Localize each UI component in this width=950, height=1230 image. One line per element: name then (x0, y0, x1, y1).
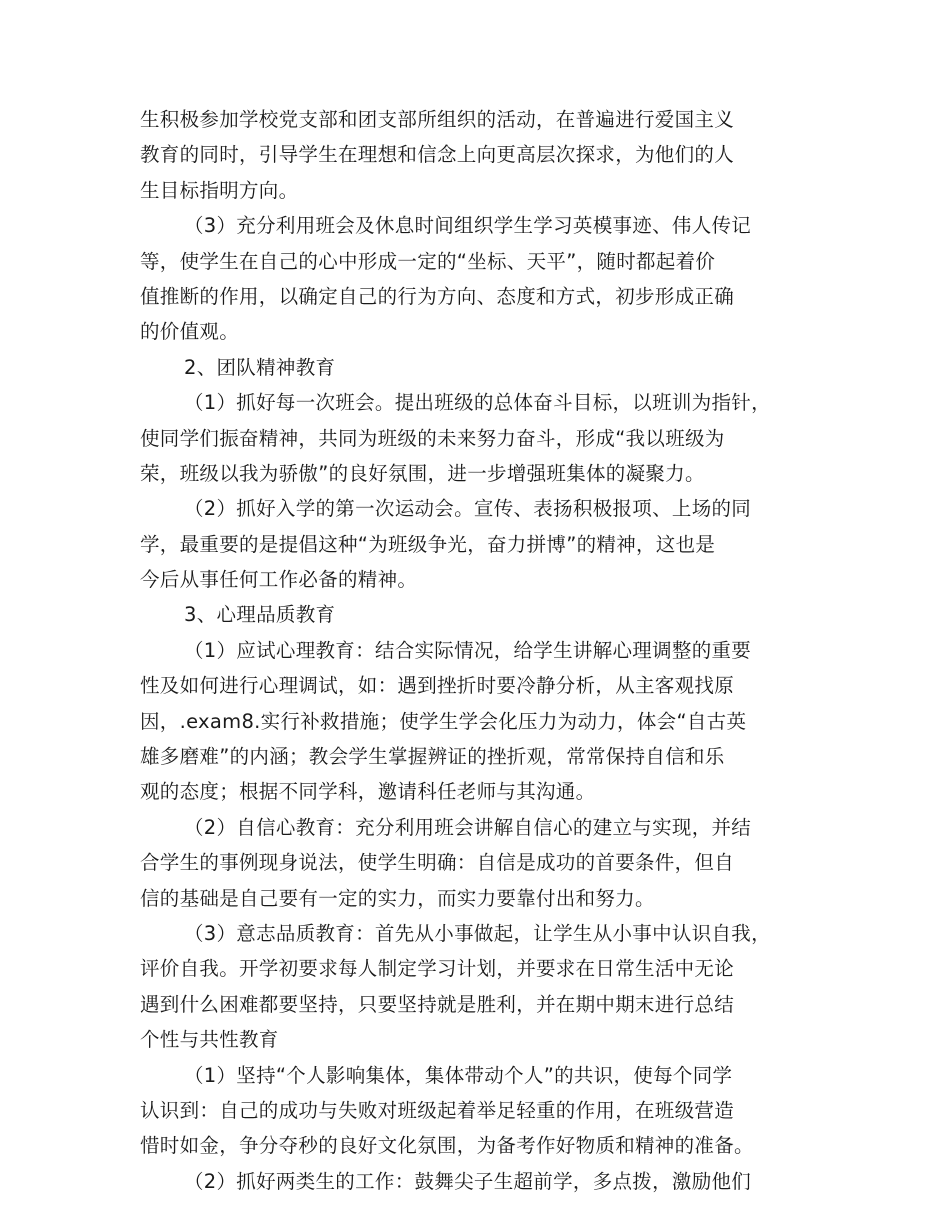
text-line: 遇到什么困难都要坚持，只要坚持就是胜利，并在期中期末进行总结 (140, 992, 735, 1016)
text-line: 荣，班级以我为骄傲”的良好氛围，进一步增强班集体的凝聚力。 (140, 461, 705, 485)
paragraph-start: （2）抓好入学的第一次运动会。宣传、表扬积极报项、上场的同 (184, 497, 752, 521)
text-line: 雄多磨难”的内涵；教会学生掌握辨证的挫折观，常常保持自信和乐 (140, 745, 725, 769)
text-line: 值推断的作用，以确定自己的行为方向、态度和方式，初步形成正确 (140, 284, 735, 308)
paragraph-start: （2）自信心教育：充分利用班会讲解自信心的建立与实现，并结 (184, 815, 752, 839)
document-body (140, 102, 830, 1199)
section-heading: 3、心理品质教育 (184, 603, 336, 627)
text-line: 因，.exam8.实行补救措施；使学生学会化压力为动力，体会“自古英 (140, 709, 747, 733)
text-line: 生目标指明方向。 (140, 178, 299, 202)
paragraph-start: （3）意志品质教育：首先从小事做起，让学生从小事中认识自我， (184, 921, 771, 945)
paragraph-start: （1）抓好每一次班会。提出班级的总体奋斗目标，以班训为指针， (184, 391, 771, 415)
text-line: 观的态度；根据不同学科，邀请科任老师与其沟通。 (140, 780, 596, 804)
paragraph-start: （1）坚持“个人影响集体，集体带动个人”的共识，使每个同学 (184, 1063, 733, 1087)
text-line: 学，最重要的是提倡这种“为班级争光，奋力拼博”的精神，这也是 (140, 532, 716, 556)
text-line: 认识到：自己的成功与失败对班级起着举足轻重的作用，在班级营造 (140, 1098, 735, 1122)
text-line: 的价值观。 (140, 320, 240, 344)
text-line: 今后从事任何工作必备的精神。 (140, 568, 418, 592)
text-line: 信的基础是自己要有一定的实力，而实力要靠付出和努力。 (140, 886, 655, 910)
text-line: 使同学们振奋精神，共同为班级的未来努力奋斗，形成“我以班级为 (140, 426, 725, 450)
text-line: 等，使学生在自己的心中形成一定的“坐标、天平”，随时都起着价 (140, 249, 716, 273)
text-line: 生积极参加学校党支部和团支部所组织的活动，在普遍进行爱国主义 (140, 108, 735, 131)
text-line: 惜时如金，争分夺秒的良好文化氛围，为备考作好物质和精神的准备。 (140, 1134, 754, 1158)
paragraph-start: （2）抓好两类生的工作：鼓舞尖子生超前学，多点拨，激励他们 (184, 1169, 752, 1193)
text-line: 评价自我。开学初要求每人制定学习计划，并要求在日常生活中无论 (140, 957, 735, 981)
text-line: 性及如何进行心理调试，如：遇到挫折时要冷静分析，从主客观找原 (140, 674, 735, 698)
section-heading: 2、团队精神教育 (184, 355, 336, 379)
section-heading: 个性与共性教育 (140, 1028, 279, 1052)
text-line: 合学生的事例现身说法，使学生明确：自信是成功的首要条件，但自 (140, 851, 735, 875)
paragraph-start: （1）应试心理教育：结合实际情况，给学生讲解心理调整的重要 (184, 638, 752, 662)
text-line: 教育的同时，引导学生在理想和信念上向更高层次探求，为他们的人 (140, 143, 735, 167)
paragraph-start: （3）充分利用班会及休息时间组织学生学习英模事迹、伟人传记 (184, 214, 752, 238)
